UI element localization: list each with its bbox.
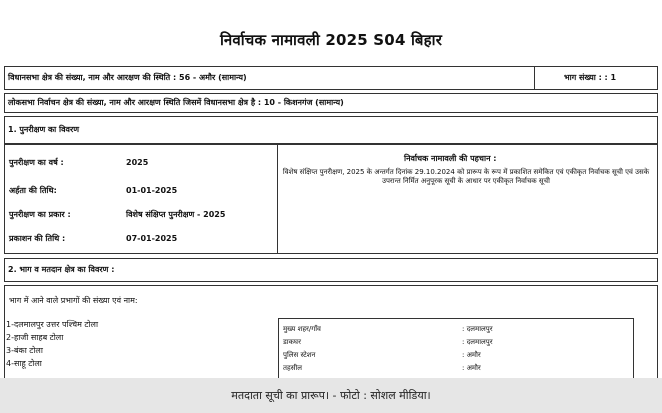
- roll-identity-text: विशेष संक्षिप्त पुनरीक्षण, 2025 के अन्तर्गत दिनांक 29.10.2024 को प्रारूप के रूप में प्रकाशित समेकित एवं एकीकृत निर्वाचक सूची एवं उसके उपरान्त निर्मित अनुपूरक सूची के आधार पर एकीकृत निर्वाचक सूची: [282, 168, 650, 185]
- publication-date-label: प्रकाशन की तिथि :: [9, 234, 66, 243]
- revision-year-label: पुनरीक्षण का वर्ष :: [9, 158, 64, 167]
- publication-date-value: 07-01-2025: [126, 234, 178, 243]
- document-title: निर्वाचक नामावली 2025 S04 बिहार: [219, 31, 443, 49]
- image-caption: [0, 378, 662, 413]
- section1-heading: 1. पुनरीक्षण का विवरण: [8, 125, 80, 134]
- section1-heading-box: [4, 116, 658, 144]
- area-item: 3-बंका टोला: [6, 346, 43, 355]
- assembly-label: विधानसभा क्षेत्र की संख्या, नाम और आरक्षण की स्थिति : 56 - अमौर (सामान्य): [8, 73, 247, 82]
- area-item: 4-साहू टोला: [6, 359, 42, 368]
- polling-details-box: [278, 318, 634, 378]
- part-number-label: भाग संख्या : : 1: [564, 73, 617, 82]
- caption-text: मतदाता सूची का प्रारूप। - फोटो : सोशल मीडिया।: [231, 389, 431, 402]
- parliament-label: लोकसभा निर्वाचन क्षेत्र की संख्या, नाम और आरक्षण स्थिति जिसमें विधानसभा क्षेत्र है : 10 - किशनगंज (सामान्य): [8, 98, 344, 107]
- tehsil-value: : अमौर: [462, 364, 481, 372]
- section1-body: [4, 144, 658, 254]
- qualifying-date-label: अर्हता की तिथि:: [9, 186, 57, 195]
- areas-label: भाग में आने वाले प्रभागों की संख्या एवं नाम:: [9, 296, 138, 305]
- revision-year-value: 2025: [126, 158, 149, 167]
- section2-heading: 2. भाग व मतदान क्षेत्र का विवरण :: [8, 265, 115, 274]
- police-station-value: : अमौर: [462, 351, 481, 359]
- post-office-label: डाकघर: [283, 338, 301, 346]
- post-office-value: : दलमालपुर: [462, 338, 493, 346]
- revision-type-value: विशेष संक्षिप्त पुनरीक्षण - 2025: [126, 210, 226, 219]
- area-item: 2-हाजी साहब टोला: [6, 333, 64, 342]
- police-station-label: पुलिस स्टेशन: [283, 351, 316, 359]
- tehsil-label: तहसील: [283, 364, 302, 372]
- area-item: 1-दलमालपुर उत्तर पश्चिम टोला: [6, 320, 99, 329]
- qualifying-date-value: 01-01-2025: [126, 186, 178, 195]
- revision-type-label: पुनरीक्षण का प्रकार :: [9, 210, 71, 219]
- main-town-value: : दलमालपुर: [462, 325, 493, 333]
- main-town-label: मुख्य शहर/गाँव: [283, 325, 321, 333]
- roll-identity-heading: निर्वाचक नामावली की पहचान :: [404, 154, 497, 163]
